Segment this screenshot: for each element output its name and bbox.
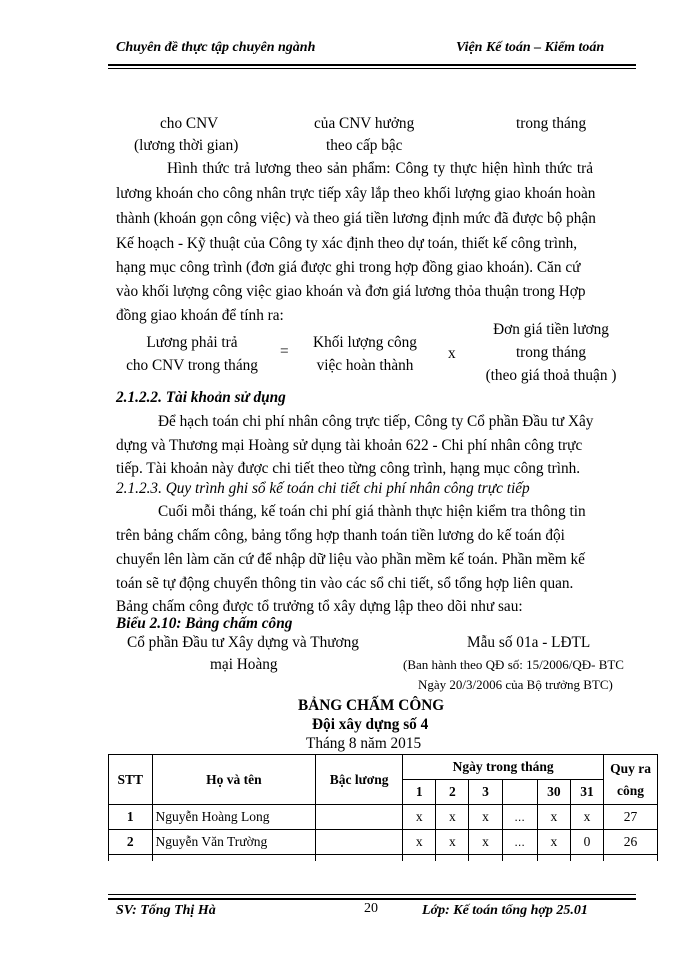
header-total bbox=[604, 755, 658, 805]
header-right: Viện Kế toán – Kiểm toán bbox=[456, 40, 605, 55]
row-stt: 1 bbox=[109, 805, 153, 830]
paragraph1-line: vào khối lượng công việc giao khoán và đơn giá lương thỏa thuận trong Hợp bbox=[116, 283, 586, 300]
formula-top-col1-line2: (lương thời gian) bbox=[134, 137, 239, 154]
row-grade bbox=[316, 805, 403, 830]
footer-rule-thin bbox=[108, 894, 636, 895]
day-col-31: 31 bbox=[570, 780, 603, 805]
formula2-col2-line1: Khối lượng công bbox=[313, 334, 417, 351]
row-day-30: x bbox=[537, 830, 570, 855]
row-day-2: x bbox=[436, 805, 469, 830]
page-number: 20 bbox=[364, 901, 378, 916]
row-name: Nguyễn Hoàng Long bbox=[152, 805, 316, 830]
row-day-3: x bbox=[469, 805, 502, 830]
paragraph1-line: Kế hoạch - Kỹ thuật của Công ty xác định theo dự toán, thiết kế công trình, bbox=[116, 235, 578, 252]
header-row bbox=[109, 755, 658, 780]
table-row-continuation bbox=[109, 855, 658, 862]
row-day-31: x bbox=[570, 805, 603, 830]
form-note-line1: (Ban hành theo QĐ số: 15/2006/QĐ- BTC bbox=[403, 657, 624, 672]
formula2-col2-line2: việc hoàn thành bbox=[316, 357, 414, 374]
day-col-1: 1 bbox=[403, 780, 436, 805]
section-2122-heading: 2.1.2.2. Tài khoản sử dụng bbox=[116, 389, 286, 406]
formula2-equals: = bbox=[280, 343, 289, 360]
footer-student: SV: Tống Thị Hà bbox=[116, 903, 216, 918]
row-name: Nguyễn Văn Trường bbox=[152, 830, 316, 855]
section-2122-line: dựng và Thương mại Hoàng sử dụng tài khoản 622 - Chi phí nhân công trực bbox=[116, 437, 583, 454]
paragraph1-line: hạng mục công trình (đơn giá được ghi trong hợp đồng giao khoán). Căn cứ bbox=[116, 259, 581, 276]
company-name-line2: mại Hoàng bbox=[210, 656, 278, 673]
row-day-1: x bbox=[403, 830, 436, 855]
formula2-col1-line2: cho CNV trong tháng bbox=[126, 357, 258, 374]
header-rule bbox=[108, 64, 636, 66]
section-2123-line: chuyển lên làm căn cứ để nhập dữ liệu vào phần mềm kế toán. Phần mềm kế bbox=[116, 551, 585, 568]
day-col-gap bbox=[502, 780, 537, 805]
header-days: Ngày trong tháng bbox=[403, 755, 604, 780]
paragraph1-line: đồng giao khoán để tính ra: bbox=[116, 307, 284, 324]
day-col-30: 30 bbox=[537, 780, 570, 805]
section-2123-line: Cuối mỗi tháng, kế toán chi phí giá thành thực hiện kiểm tra thông tin bbox=[158, 503, 586, 520]
section-2122-line: tiếp. Tài khoản này được chi tiết theo từng công trình, hạng mục công trình. bbox=[116, 460, 581, 477]
timesheet-team: Đội xây dựng số 4 bbox=[312, 716, 429, 733]
form-note-line2: Ngày 20/3/2006 của Bộ trưởng BTC) bbox=[418, 677, 613, 692]
formula-top-col2-line1: của CNV hưởng bbox=[314, 115, 415, 132]
timesheet-title: BẢNG CHẤM CÔNG bbox=[298, 697, 445, 714]
paragraph1-line: thành (khoán gọn công việc) và theo giá tiền lương định mức đã được bộ phận bbox=[116, 210, 596, 227]
header-total-line1: Quy ra bbox=[610, 760, 651, 776]
paragraph1-line: Hình thức trả lương theo sản phẩm: Công ty thực hiện hình thức trả bbox=[167, 160, 593, 177]
row-day-30: x bbox=[537, 805, 570, 830]
footer-rule bbox=[108, 898, 636, 900]
row-day-2: x bbox=[436, 830, 469, 855]
row-day-3: x bbox=[469, 830, 502, 855]
row-grade bbox=[316, 830, 403, 855]
formula2-times: x bbox=[448, 345, 456, 362]
header-stt: STT bbox=[109, 755, 153, 805]
figure-caption: Biểu 2.10: Bảng chấm công bbox=[116, 615, 293, 632]
header-name: Họ và tên bbox=[152, 755, 316, 805]
day-col-3: 3 bbox=[469, 780, 502, 805]
row-total: 27 bbox=[604, 805, 658, 830]
table-row bbox=[109, 805, 658, 830]
section-2123-line: Bảng chấm công được tổ trưởng tổ xây dựng lập theo dõi như sau: bbox=[116, 598, 523, 615]
row-stt: 2 bbox=[109, 830, 153, 855]
company-name-line1: Cổ phần Đầu tư Xây dựng và Thương bbox=[127, 634, 359, 651]
row-day-ellipsis: ... bbox=[502, 805, 537, 830]
row-day-1: x bbox=[403, 805, 436, 830]
row-day-31: 0 bbox=[570, 830, 603, 855]
formula2-col3-line1: Đơn giá tiền lương bbox=[493, 321, 609, 338]
formula2-col3-line3: (theo giá thoả thuận ) bbox=[485, 367, 617, 384]
section-2122-line: Để hạch toán chi phí nhân công trực tiếp, Công ty Cổ phần Đầu tư Xây bbox=[158, 413, 594, 430]
formula2-col1-line1: Lương phải trả bbox=[146, 334, 238, 351]
day-col-2: 2 bbox=[436, 780, 469, 805]
header-rule-thin bbox=[108, 68, 636, 69]
footer-class: Lớp: Kế toán tổng hợp 25.01 bbox=[422, 903, 588, 918]
section-2123-heading: 2.1.2.3. Quy trình ghi sổ kế toán chi tiết chi phí nhân công trực tiếp bbox=[116, 480, 530, 497]
table-row bbox=[109, 830, 658, 855]
header-grade: Bậc lương bbox=[316, 755, 403, 805]
row-day-ellipsis: ... bbox=[502, 830, 537, 855]
formula-top-col1-line1: cho CNV bbox=[160, 115, 219, 132]
header-left: Chuyên đề thực tập chuyên ngành bbox=[116, 40, 316, 55]
formula-top-col3: trong tháng bbox=[516, 115, 587, 132]
formula-top-col2-line2: theo cấp bậc bbox=[326, 137, 403, 154]
paragraph1-line: lương khoán cho công nhân trực tiếp xây lắp theo khối lượng giao khoán hoàn bbox=[116, 185, 596, 202]
section-2123-line: toán sẽ tự động chuyển thông tin vào các sổ chi tiết, sổ tổng hợp liên quan. bbox=[116, 575, 574, 592]
formula2-col3-line2: trong tháng bbox=[515, 344, 587, 361]
row-total: 26 bbox=[604, 830, 658, 855]
timesheet-table bbox=[108, 754, 658, 861]
timesheet-month: Tháng 8 năm 2015 bbox=[306, 735, 422, 752]
form-code: Mẫu số 01a - LĐTL bbox=[467, 634, 591, 651]
section-2123-line: trên bảng chấm công, bảng tổng hợp thanh toán tiền lương do kế toán đội bbox=[116, 527, 565, 544]
header-total-line2: công bbox=[617, 782, 645, 798]
